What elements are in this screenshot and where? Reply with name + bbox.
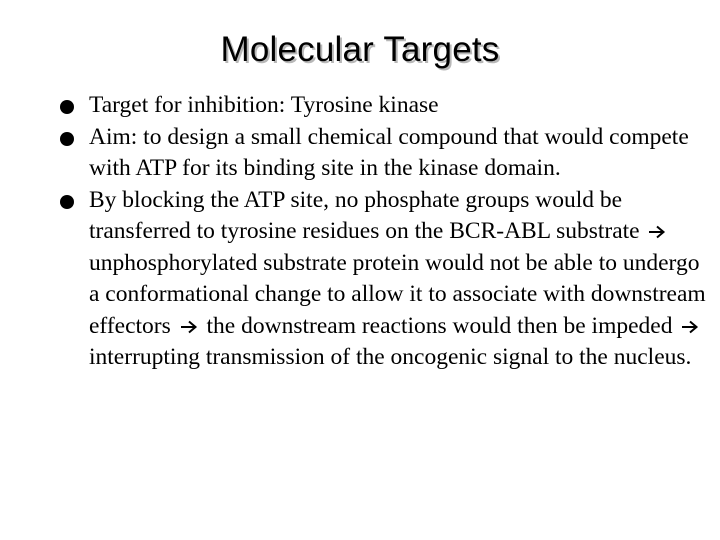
right-arrow-icon <box>648 217 666 249</box>
right-arrow-icon <box>180 312 198 344</box>
bullet-item <box>60 122 710 185</box>
bullet-list <box>60 90 710 374</box>
bullet-text-segment: unphosphorylated substrate protein would not be able to undergo a conformational change to allow it to associate with downstream effectors <box>89 249 706 339</box>
bullet-text: Target for inhibition: Tyrosine kinase <box>89 92 439 118</box>
bullet-dot-icon <box>60 132 74 146</box>
bullet-text-segment: By blocking the ATP site, no phosphate groups would be transferred to tyrosine residues on the BCR-ABL substrate <box>89 186 640 244</box>
bullet-dot-icon <box>60 195 74 209</box>
bullet-text-segment: the downstream reactions would then be impeded <box>206 312 673 339</box>
right-arrow-icon <box>681 312 699 344</box>
bullet-text: Aim: to design a small chemical compound that would compete with ATP for its binding site in the kinase domain. <box>89 123 689 181</box>
bullet-dot-icon <box>60 100 74 114</box>
slide-title: Molecular Targets <box>220 30 500 69</box>
bullet-item <box>60 90 710 122</box>
bullet-text-segment: interrupting transmission of the oncogenic signal to the nucleus. <box>89 344 692 370</box>
bullet-item <box>60 185 710 374</box>
